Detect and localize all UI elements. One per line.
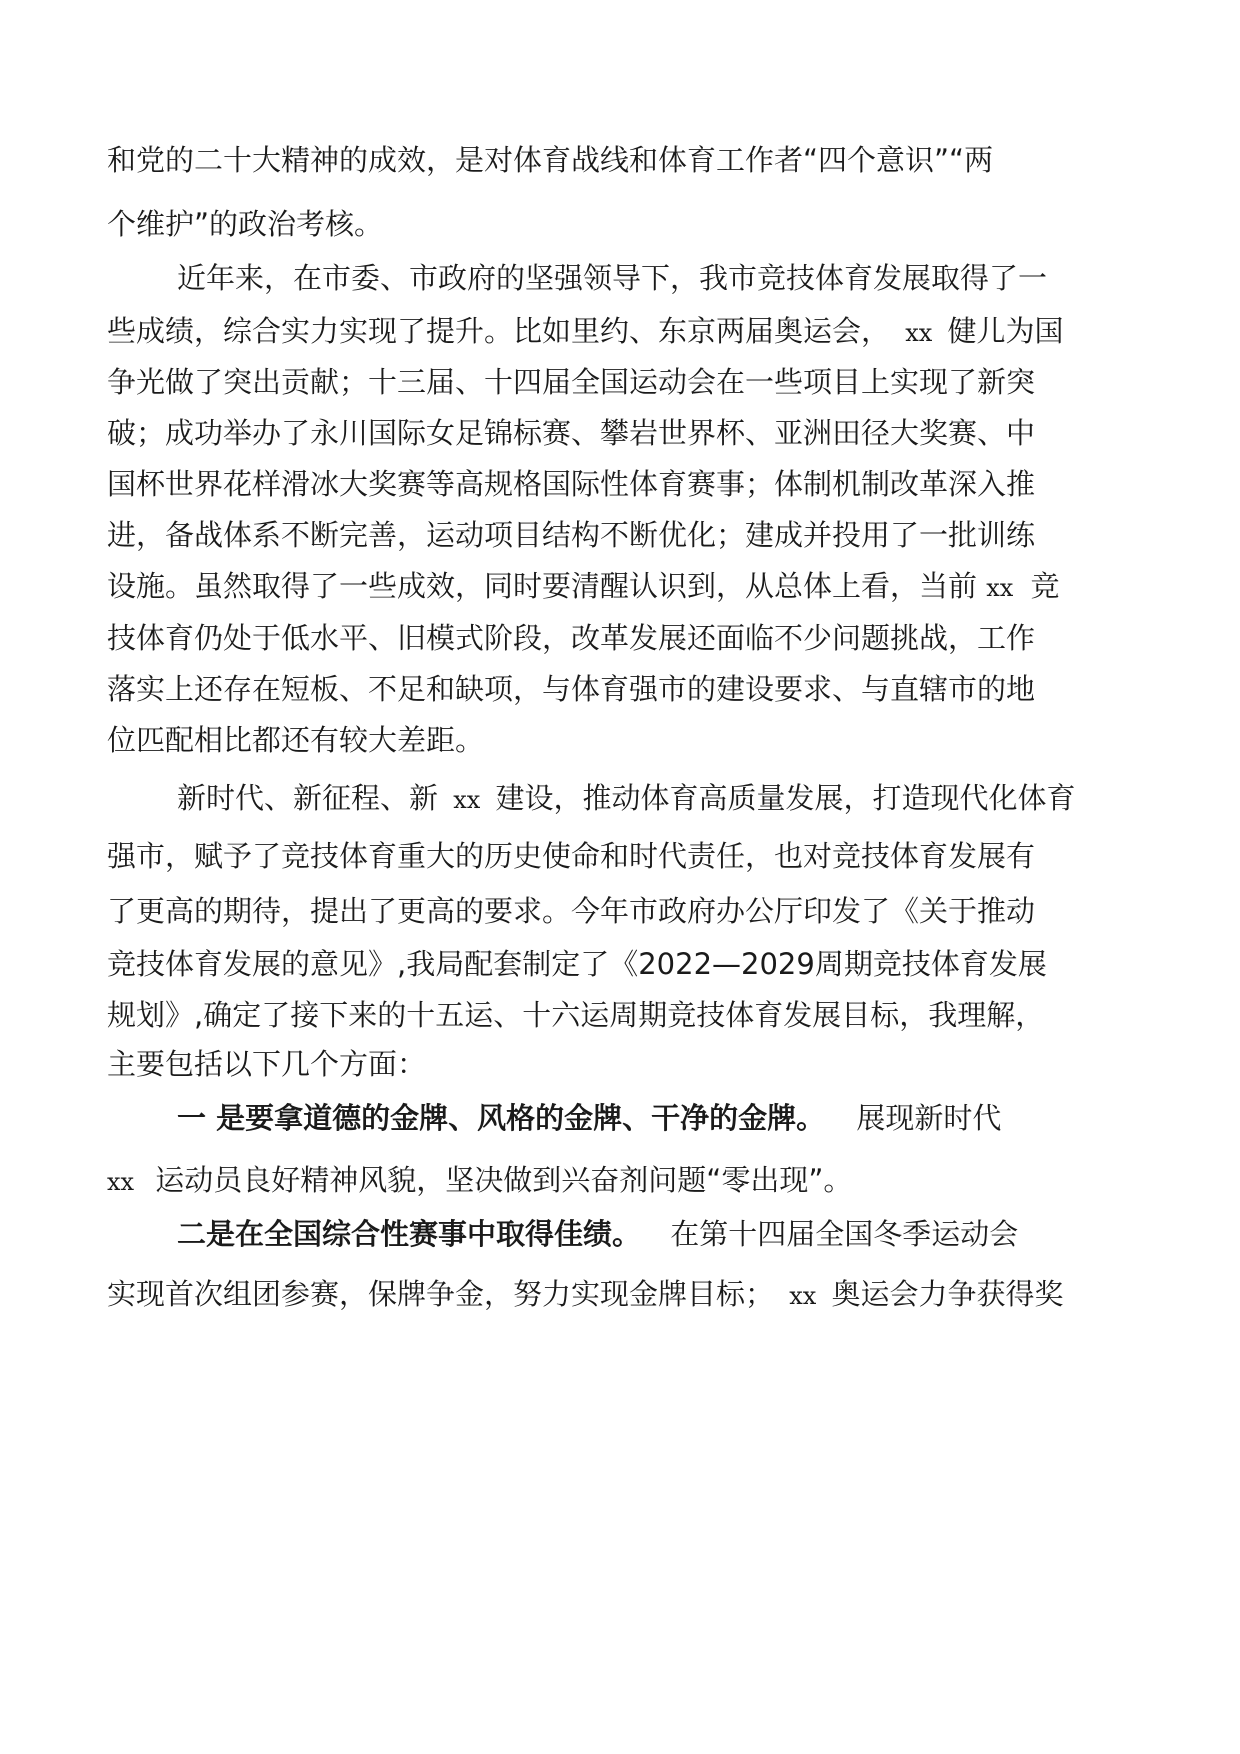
text-line: 规划》,确定了接下来的十五运、十六运周期竞技体育发展目标，我理解， <box>107 998 1045 1032</box>
text-line: 技体育仍处于低水平、旧模式阶段，改革发展还面临不少问题挑战，工作 <box>107 621 1036 655</box>
text-run: 奥运会力争获得奖 <box>831 1277 1064 1311</box>
text-run: 运动员良好精神风貌，坚决做到兴奋剂问题“零出现”。 <box>155 1163 853 1197</box>
bold-heading: 二是在全国综合性赛事中取得佳绩。 <box>177 1217 642 1251</box>
text-line: 个维护”的政治考核。 <box>107 207 384 241</box>
text-run: 在第十四届全国冬季运动会 <box>670 1217 1019 1251</box>
text-line: 进，备战体系不断完善，运动项目结构不断优化；建成并投用了一批训练 <box>107 518 1036 552</box>
text-line: 落实上还存在短板、不足和缺项，与体育强市的建设要求、与直辖市的地 <box>107 672 1036 706</box>
placeholder-xx: xx <box>453 786 481 814</box>
text-run: 竞 <box>1030 569 1060 603</box>
placeholder-xx: xx <box>986 574 1014 602</box>
text-line: 近年来，在市委、市政府的坚强领导下，我市竞技体育发展取得了一 <box>177 261 1048 295</box>
text-run: 展现新时代 <box>856 1101 1002 1135</box>
placeholder-xx: xx <box>107 1168 135 1196</box>
text-run: 设施。虽然取得了一些成效，同时要清醒认识到，从总体上看，当前 <box>107 569 978 603</box>
text-run: 些成绩，综合实力实现了提升。比如里约、东京两届奥运会， <box>107 314 891 348</box>
text-run: 新时代、新征程、新 <box>177 781 439 815</box>
text-line: 强市，赋予了竞技体育重大的历史使命和时代责任，也对竞技体育发展有 <box>107 839 1036 873</box>
bold-heading: 一 是要拿道德的金牌、风格的金牌、干净的金牌。 <box>177 1101 826 1135</box>
text-line: 位匹配相比都还有较大差距。 <box>107 723 485 757</box>
text-line: 竞技体育发展的意见》,我局配套制定了《2022—2029周期竞技体育发展 <box>107 947 1047 981</box>
text-line: 争光做了突出贡献；十三届、十四届全国运动会在一些项目上实现了新突 <box>107 365 1036 399</box>
text-line: 破；成功举办了永川国际女足锦标赛、攀岩世界杯、亚洲田径大奖赛、中 <box>107 416 1036 450</box>
text-line <box>177 780 1076 818</box>
text-run: 健儿为国 <box>947 314 1064 348</box>
text-line <box>177 1216 1018 1252</box>
text-line <box>107 1162 852 1200</box>
text-line: 了更高的期待，提出了更高的要求。今年市政府办公厅印发了《关于推动 <box>107 894 1036 928</box>
text-line <box>107 568 1060 606</box>
text-line <box>107 313 1064 351</box>
text-line <box>107 1276 1064 1314</box>
placeholder-xx: xx <box>789 1282 817 1310</box>
placeholder-xx: xx <box>905 319 933 347</box>
text-run: 建设，推动体育高质量发展，打造现代化体育 <box>495 781 1076 815</box>
text-line: 和党的二十大精神的成效，是对体育战线和体育工作者“四个意识”“两 <box>107 143 994 177</box>
text-line <box>177 1100 1001 1136</box>
text-line: 主要包括以下几个方面： <box>107 1047 427 1081</box>
text-line: 国杯世界花样滑冰大奖赛等高规格国际性体育赛事；体制机制改革深入推 <box>107 467 1036 501</box>
text-run: 实现首次组团参赛，保牌争金，努力实现金牌目标； <box>107 1277 775 1311</box>
